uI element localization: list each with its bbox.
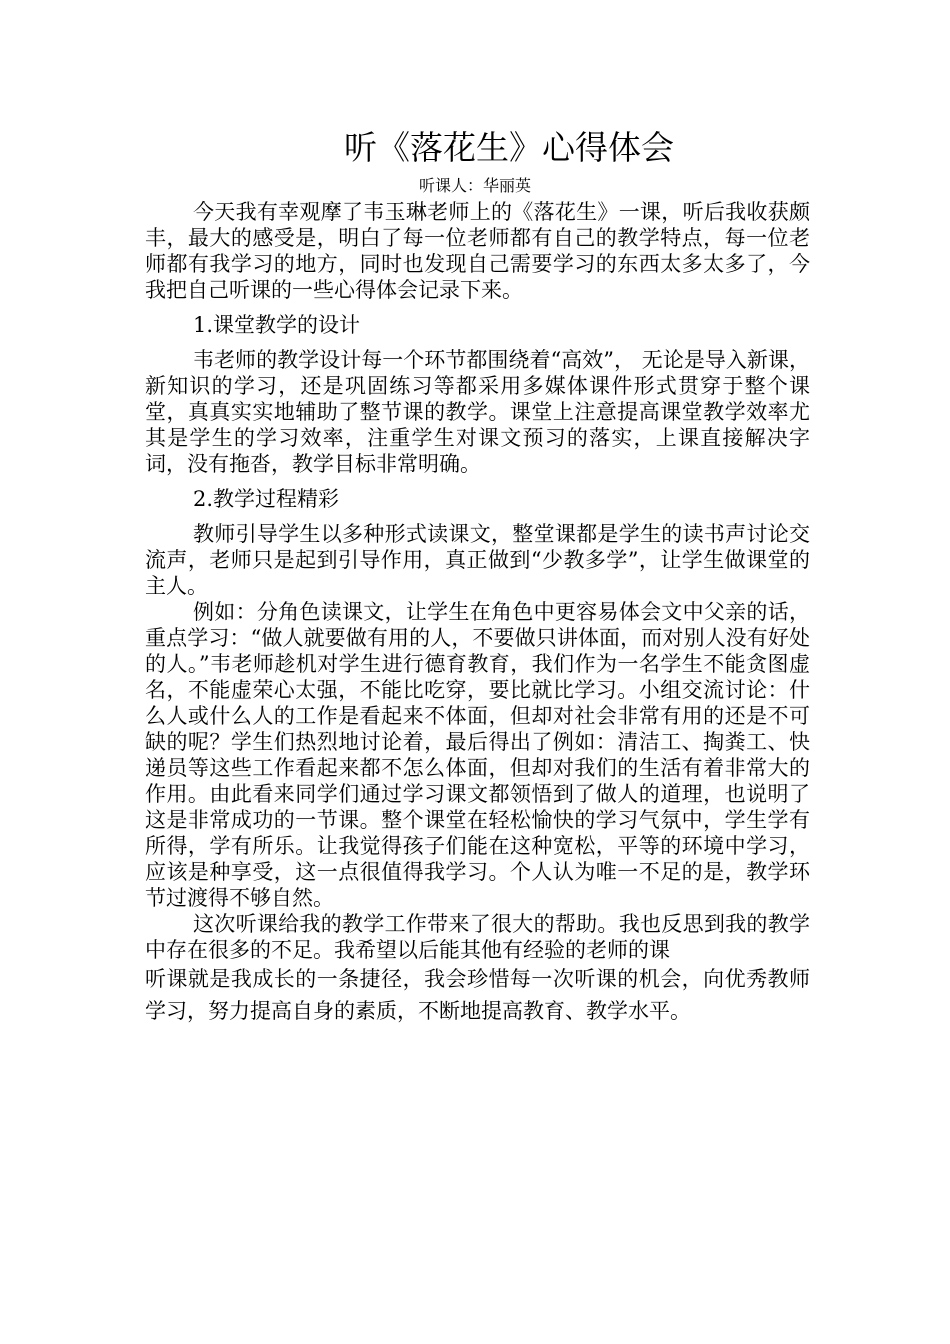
design-paragraph: 韦老师的教学设计每一个环节都围绕着“高效”， 无论是导入新课，新知识的学习，还是巩固练习等都采用多媒体课件形式贯穿于整个课堂，真真实实地辅助了整节课的教学。课堂上注意提高课堂教学效率尤其是学生的学习效率，注重学生对课文预习的落实，上课直接解决字词，没有拖沓，教学目标非常明确。 [145, 348, 810, 476]
process-paragraph: 教师引导学生以多种形式读课文，整堂课都是学生的读书声讨论交流声，老师只是起到引导作用，真正做到“少教多学”，让学生做课堂的主人。 [145, 522, 810, 598]
example-paragraph: 例如：分角色读课文，让学生在角色中更容易体会文中父亲的话，重点学习：“做人就要做有用的人，不要做只讲体面，而对别人没有好处的人。”韦老师趁机对学生进行德育教育，我们作为一名学生不能贪图虚名，不能虚荣心太强，不能比吃穿，要比就比学习。小组交流讨论：什么人或什么人的工作是看起来不体面，但却对社会非常有用的还是不可缺的呢？学生们热烈地讨论着，最后得出了例如：清洁工、掏粪工、快递员等这些工作看起来都不怎么体面，但却对我们的生活有着非常大的作用。由此看来同学们通过学习课文都领悟到了做人的道理，也说明了这是非常成功的一节课。整个课堂在轻松愉快的学习气氛中，学生学有所得，学有所乐。让我觉得孩子们能在这种宽松，平等的环境中学习，应该是种享受，这一点很值得我学习。个人认为唯一不足的是，教学环节过渡得不够自然。 [145, 600, 810, 910]
document-byline: 听课人：华丽英 [418, 176, 531, 195]
document-body [145, 199, 810, 1027]
closing-paragraph: 听课就是我成长的一条捷径，我会珍惜每一次听课的机会，向优秀教师学习，努力提高自身的素质，不断地提高教育、教学水平。 [145, 967, 810, 1023]
document-title: 听《落花生》心得体会 [344, 128, 674, 167]
intro-paragraph: 今天我有幸观摩了韦玉琳老师上的《落花生》一课，听后我收获颇丰，最大的感受是，明白了每一位老师都有自己的教学特点，每一位老师都有我学习的地方，同时也发现自己需要学习的东西太多太多了，今我把自己听课的一些心得体会记录下来。 [145, 200, 810, 302]
section-heading-design: 1.课堂教学的设计 [193, 313, 361, 337]
reflection-paragraph: 这次听课给我的教学工作带来了很大的帮助。我也反思到我的教学中存在很多的不足。我希望以后能其他有经验的老师的课 [145, 912, 810, 962]
section-heading-process: 2.教学过程精彩 [193, 487, 340, 511]
